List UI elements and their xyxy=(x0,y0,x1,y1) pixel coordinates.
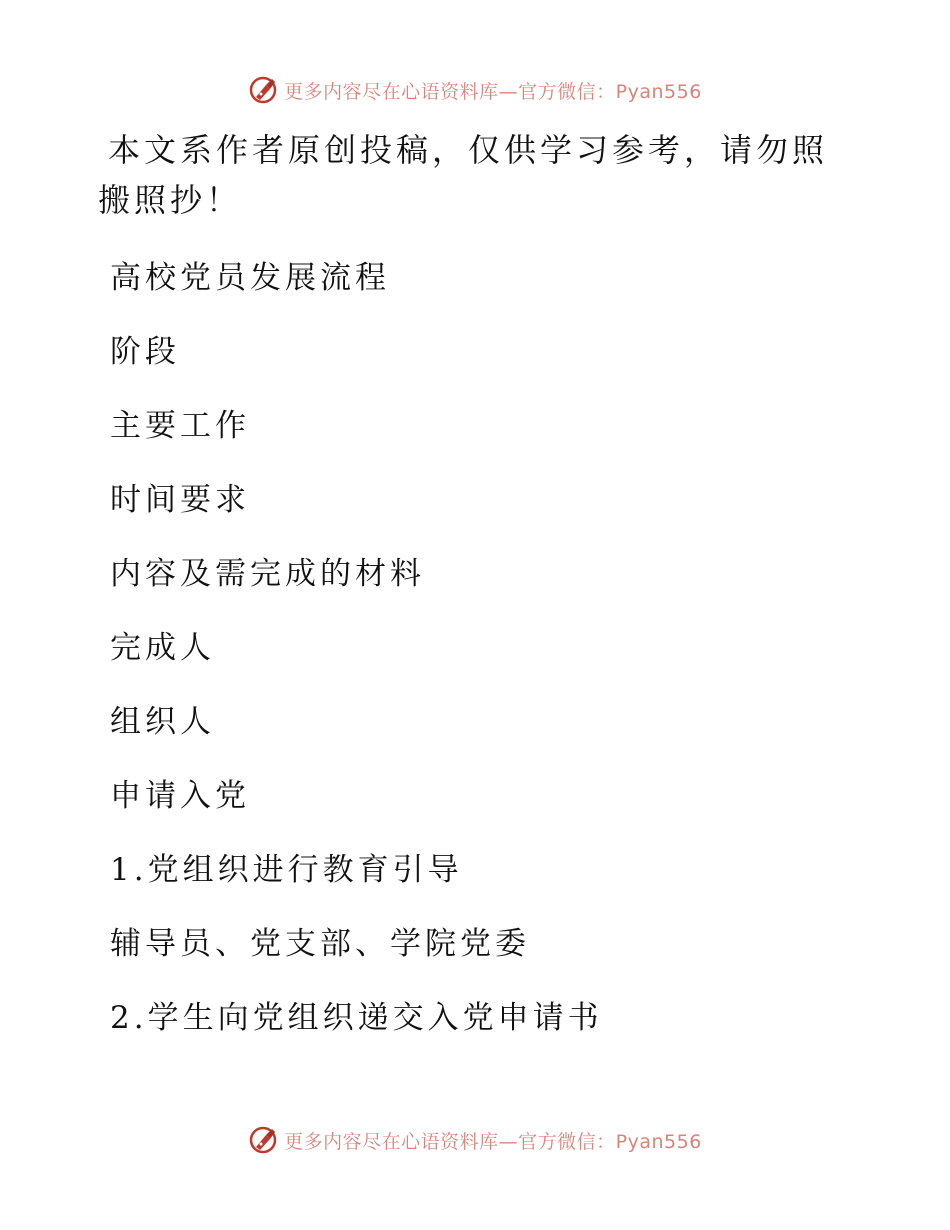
pen-nib-logo-icon xyxy=(248,75,278,105)
footer-watermark xyxy=(0,1120,950,1160)
stage-apply: 申请入党 xyxy=(110,778,250,814)
organizers: 辅导员、党支部、学院党委 xyxy=(110,926,530,962)
watermark-text: 更多内容尽在心语资料库—官方微信：Pyan556 xyxy=(284,1130,702,1153)
table-header-main-work: 主要工作 xyxy=(110,408,250,444)
table-header-completer: 完成人 xyxy=(110,630,215,666)
watermark-text: 更多内容尽在心语资料库—官方微信：Pyan556 xyxy=(284,80,702,103)
step-1: 1.党组织进行教育引导 xyxy=(110,852,463,888)
doc-title: 高校党员发展流程 xyxy=(110,260,390,296)
header-watermark xyxy=(0,70,950,110)
step-2: 2.学生向党组织递交入党申请书 xyxy=(110,1000,603,1036)
table-header-organizer: 组织人 xyxy=(110,704,215,740)
table-header-materials: 内容及需完成的材料 xyxy=(110,556,425,592)
intro-paragraph: 本文系作者原创投稿，仅供学习参考，请勿照搬照抄！ xyxy=(98,131,829,219)
table-header-time: 时间要求 xyxy=(110,482,250,518)
pen-nib-logo-icon xyxy=(248,1125,278,1155)
table-header-stage: 阶段 xyxy=(110,334,180,370)
